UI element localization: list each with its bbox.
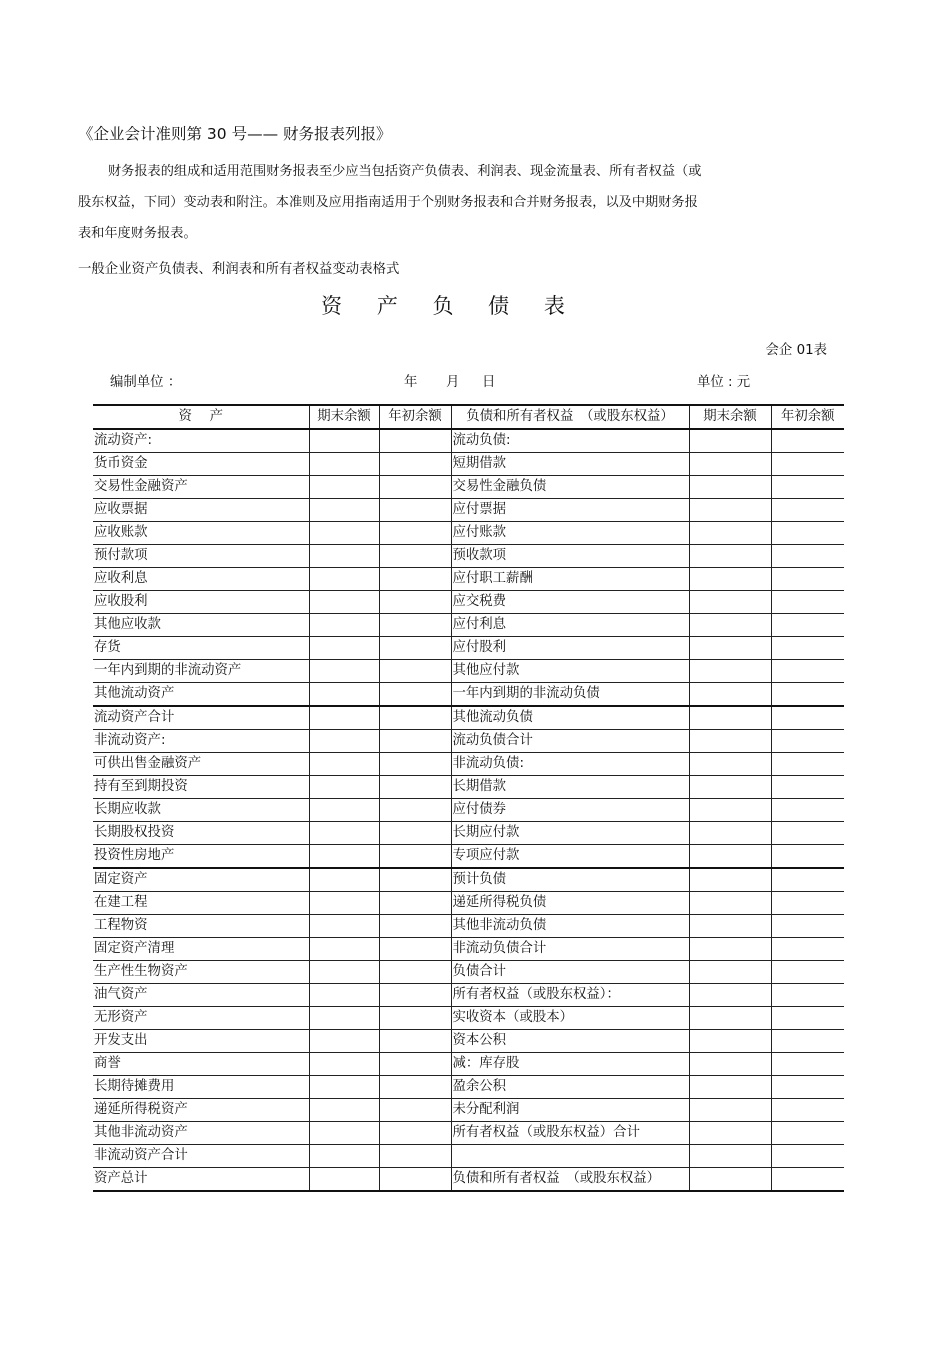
asset-closing-balance-cell	[309, 730, 379, 753]
asset-opening-balance-cell	[379, 868, 451, 892]
form-number: 会企 01表	[765, 343, 827, 358]
asset-closing-balance-cell	[309, 522, 379, 545]
asset-item-label: 其他非流动资产	[93, 1122, 309, 1145]
liability-closing-balance-cell	[689, 1168, 771, 1192]
table-row	[93, 453, 844, 476]
liability-closing-balance-cell	[689, 799, 771, 822]
asset-item-label: 固定资产	[93, 868, 309, 892]
liability-closing-balance-cell	[689, 1053, 771, 1076]
asset-closing-balance-cell	[309, 938, 379, 961]
liability-closing-balance-cell	[689, 868, 771, 892]
asset-item-label: 应收利息	[93, 568, 309, 591]
asset-closing-balance-cell	[309, 892, 379, 915]
asset-item-label: 应收票据	[93, 499, 309, 522]
liability-item-label: 盈余公积	[451, 1076, 689, 1099]
liability-opening-balance-cell	[771, 453, 844, 476]
liability-item-label: 流动负债:	[451, 429, 689, 453]
asset-opening-balance-cell	[379, 499, 451, 522]
liability-item-label: 其他非流动负债	[451, 915, 689, 938]
liability-closing-balance-cell	[689, 1076, 771, 1099]
asset-opening-balance-cell	[379, 961, 451, 984]
statement-title: 资 产 负 债 表	[321, 294, 579, 318]
asset-item-label: 长期股权投资	[93, 822, 309, 845]
asset-closing-balance-cell	[309, 683, 379, 707]
asset-opening-balance-cell	[379, 476, 451, 499]
asset-closing-balance-cell	[309, 1030, 379, 1053]
asset-opening-balance-cell	[379, 660, 451, 683]
asset-opening-balance-cell	[379, 753, 451, 776]
asset-closing-balance-cell	[309, 822, 379, 845]
asset-item-label: 长期应收款	[93, 799, 309, 822]
liability-closing-balance-cell	[689, 892, 771, 915]
asset-closing-balance-cell	[309, 776, 379, 799]
intro-paragraph	[78, 156, 793, 249]
table-row	[93, 637, 844, 660]
liability-closing-balance-cell	[689, 776, 771, 799]
asset-item-label: 其他流动资产	[93, 683, 309, 707]
asset-item-label: 无形资产	[93, 1007, 309, 1030]
asset-opening-balance-cell	[379, 429, 451, 453]
asset-closing-balance-cell	[309, 429, 379, 453]
liability-item-label: 应付职工薪酬	[451, 568, 689, 591]
table-row	[93, 660, 844, 683]
table-row	[93, 1099, 844, 1122]
table-row	[93, 476, 844, 499]
liability-opening-balance-cell	[771, 1076, 844, 1099]
asset-item-label: 递延所得税资产	[93, 1099, 309, 1122]
liability-item-label: 负债合计	[451, 961, 689, 984]
asset-opening-balance-cell	[379, 730, 451, 753]
liability-opening-balance-cell	[771, 1007, 844, 1030]
preparer-label: 编制单位 ：	[110, 375, 182, 390]
liability-opening-balance-cell	[771, 568, 844, 591]
asset-opening-balance-cell	[379, 545, 451, 568]
document-heading: 《企业会计准则第 30 号—— 财务报表列报》	[78, 125, 392, 143]
liability-item-label: 长期应付款	[451, 822, 689, 845]
asset-opening-balance-cell	[379, 1145, 451, 1168]
asset-opening-balance-cell	[379, 522, 451, 545]
liability-opening-balance-cell	[771, 1053, 844, 1076]
asset-opening-balance-cell	[379, 1122, 451, 1145]
liability-opening-balance-cell	[771, 845, 844, 869]
liability-opening-balance-cell	[771, 614, 844, 637]
liability-opening-balance-cell	[771, 1122, 844, 1145]
liability-opening-balance-cell	[771, 961, 844, 984]
liability-item-label: 非流动负债:	[451, 753, 689, 776]
liability-opening-balance-cell	[771, 799, 844, 822]
asset-item-label: 非流动资产:	[93, 730, 309, 753]
liability-closing-balance-cell	[689, 753, 771, 776]
asset-opening-balance-cell	[379, 1030, 451, 1053]
table-row	[93, 522, 844, 545]
liability-item-label: 减：库存股	[451, 1053, 689, 1076]
liability-closing-balance-cell	[689, 1099, 771, 1122]
liability-closing-balance-cell	[689, 499, 771, 522]
header-assets: 资 产	[93, 405, 309, 429]
intro-line-3: 表和年度财务报表。	[78, 226, 197, 241]
asset-item-label: 长期待摊费用	[93, 1076, 309, 1099]
asset-opening-balance-cell	[379, 453, 451, 476]
table-row	[93, 984, 844, 1007]
asset-item-label: 生产性生物资产	[93, 961, 309, 984]
liability-closing-balance-cell	[689, 938, 771, 961]
asset-opening-balance-cell	[379, 984, 451, 1007]
liability-opening-balance-cell	[771, 499, 844, 522]
liability-opening-balance-cell	[771, 822, 844, 845]
table-row	[93, 1145, 844, 1168]
asset-closing-balance-cell	[309, 1099, 379, 1122]
asset-item-label: 资产总计	[93, 1168, 309, 1192]
asset-closing-balance-cell	[309, 961, 379, 984]
asset-closing-balance-cell	[309, 499, 379, 522]
table-row	[93, 545, 844, 568]
asset-item-label: 投资性房地产	[93, 845, 309, 869]
table-row	[93, 499, 844, 522]
liability-opening-balance-cell	[771, 1099, 844, 1122]
asset-opening-balance-cell	[379, 892, 451, 915]
liability-item-label: 资本公积	[451, 1030, 689, 1053]
asset-item-label: 存货	[93, 637, 309, 660]
asset-item-label: 应收股利	[93, 591, 309, 614]
asset-closing-balance-cell	[309, 1168, 379, 1192]
asset-closing-balance-cell	[309, 984, 379, 1007]
table-row	[93, 1030, 844, 1053]
asset-item-label: 固定资产清理	[93, 938, 309, 961]
section-subheading: 一般企业资产负债表、利润表和所有者权益变动表格式	[78, 262, 400, 277]
table-row	[93, 1168, 844, 1192]
liability-item-label: 负债和所有者权益 （或股东权益）	[451, 1168, 689, 1192]
liability-item-label: 预计负债	[451, 868, 689, 892]
asset-opening-balance-cell	[379, 1053, 451, 1076]
table-row	[93, 1076, 844, 1099]
asset-item-label: 商誉	[93, 1053, 309, 1076]
liability-closing-balance-cell	[689, 429, 771, 453]
asset-closing-balance-cell	[309, 753, 379, 776]
liability-closing-balance-cell	[689, 1122, 771, 1145]
table-header-row	[93, 405, 844, 429]
asset-item-label: 应收账款	[93, 522, 309, 545]
balance-sheet-table	[93, 404, 844, 1192]
date-day-label: 日	[482, 375, 496, 390]
asset-opening-balance-cell	[379, 776, 451, 799]
asset-closing-balance-cell	[309, 845, 379, 869]
table-row	[93, 568, 844, 591]
liability-closing-balance-cell	[689, 1007, 771, 1030]
asset-opening-balance-cell	[379, 637, 451, 660]
liability-item-label: 预收款项	[451, 545, 689, 568]
liability-closing-balance-cell	[689, 545, 771, 568]
asset-closing-balance-cell	[309, 614, 379, 637]
table-row	[93, 1053, 844, 1076]
asset-opening-balance-cell	[379, 1099, 451, 1122]
liability-item-label: 未分配利润	[451, 1099, 689, 1122]
asset-closing-balance-cell	[309, 915, 379, 938]
liability-item-label: 交易性金融负债	[451, 476, 689, 499]
liability-opening-balance-cell	[771, 429, 844, 453]
liability-opening-balance-cell	[771, 591, 844, 614]
liability-closing-balance-cell	[689, 1030, 771, 1053]
liability-opening-balance-cell	[771, 776, 844, 799]
liability-closing-balance-cell	[689, 961, 771, 984]
asset-opening-balance-cell	[379, 938, 451, 961]
table-row	[93, 938, 844, 961]
table-row	[93, 961, 844, 984]
liability-item-label: 一年内到期的非流动负债	[451, 683, 689, 707]
table-row	[93, 845, 844, 869]
liability-closing-balance-cell	[689, 453, 771, 476]
table-row	[93, 822, 844, 845]
asset-opening-balance-cell	[379, 1168, 451, 1192]
asset-closing-balance-cell	[309, 453, 379, 476]
liability-opening-balance-cell	[771, 1145, 844, 1168]
asset-item-label: 其他应收款	[93, 614, 309, 637]
asset-opening-balance-cell	[379, 915, 451, 938]
asset-item-label: 非流动资产合计	[93, 1145, 309, 1168]
liability-opening-balance-cell	[771, 938, 844, 961]
table-row	[93, 591, 844, 614]
header-assets-opening-balance: 年初余额	[379, 405, 451, 429]
table-row	[93, 799, 844, 822]
table-row	[93, 776, 844, 799]
asset-item-label: 预付款项	[93, 545, 309, 568]
asset-opening-balance-cell	[379, 683, 451, 707]
asset-item-label: 货币资金	[93, 453, 309, 476]
liability-opening-balance-cell	[771, 683, 844, 707]
asset-item-label: 交易性金融资产	[93, 476, 309, 499]
asset-item-label: 在建工程	[93, 892, 309, 915]
date-month-label: 月	[446, 375, 460, 390]
liability-closing-balance-cell	[689, 476, 771, 499]
asset-item-label: 工程物资	[93, 915, 309, 938]
liability-item-label: 其他应付款	[451, 660, 689, 683]
asset-opening-balance-cell	[379, 614, 451, 637]
liability-opening-balance-cell	[771, 522, 844, 545]
liability-item-label: 非流动负债合计	[451, 938, 689, 961]
liability-opening-balance-cell	[771, 637, 844, 660]
asset-opening-balance-cell	[379, 845, 451, 869]
liability-item-label: 应付债券	[451, 799, 689, 822]
asset-closing-balance-cell	[309, 591, 379, 614]
asset-closing-balance-cell	[309, 1122, 379, 1145]
header-assets-closing-balance: 期末余额	[309, 405, 379, 429]
header-liabilities-closing-balance: 期末余额	[689, 405, 771, 429]
header-liabilities-equity: 负债和所有者权益 （或股东权益）	[451, 405, 689, 429]
liability-item-label: 流动负债合计	[451, 730, 689, 753]
asset-closing-balance-cell	[309, 545, 379, 568]
liability-closing-balance-cell	[689, 984, 771, 1007]
asset-closing-balance-cell	[309, 799, 379, 822]
intro-line-1: 财务报表的组成和适用范围财务报表至少应当包括资产负债表、利润表、现金流量表、所有者权益（或	[108, 164, 702, 179]
asset-opening-balance-cell	[379, 1076, 451, 1099]
asset-closing-balance-cell	[309, 1076, 379, 1099]
asset-item-label: 一年内到期的非流动资产	[93, 660, 309, 683]
liability-item-label: 所有者权益（或股东权益）合计	[451, 1122, 689, 1145]
table-row	[93, 706, 844, 730]
liability-opening-balance-cell	[771, 868, 844, 892]
asset-opening-balance-cell	[379, 1007, 451, 1030]
liability-item-label: 短期借款	[451, 453, 689, 476]
liability-opening-balance-cell	[771, 753, 844, 776]
liability-item-label: 其他流动负债	[451, 706, 689, 730]
liability-opening-balance-cell	[771, 984, 844, 1007]
asset-item-label: 流动资产:	[93, 429, 309, 453]
liability-closing-balance-cell	[689, 822, 771, 845]
liability-closing-balance-cell	[689, 730, 771, 753]
liability-item-label: 递延所得税负债	[451, 892, 689, 915]
liability-closing-balance-cell	[689, 522, 771, 545]
liability-opening-balance-cell	[771, 660, 844, 683]
asset-closing-balance-cell	[309, 637, 379, 660]
liability-item-label: 专项应付款	[451, 845, 689, 869]
liability-item-label: 应付股利	[451, 637, 689, 660]
table-row	[93, 1007, 844, 1030]
liability-opening-balance-cell	[771, 545, 844, 568]
liability-item-label: 实收资本（或股本）	[451, 1007, 689, 1030]
liability-closing-balance-cell	[689, 1145, 771, 1168]
liability-opening-balance-cell	[771, 476, 844, 499]
liability-opening-balance-cell	[771, 706, 844, 730]
asset-closing-balance-cell	[309, 568, 379, 591]
asset-closing-balance-cell	[309, 476, 379, 499]
liability-opening-balance-cell	[771, 915, 844, 938]
asset-item-label: 持有至到期投资	[93, 776, 309, 799]
asset-closing-balance-cell	[309, 1145, 379, 1168]
asset-opening-balance-cell	[379, 568, 451, 591]
date-year-label: 年	[404, 375, 418, 390]
header-liabilities-opening-balance: 年初余额	[771, 405, 844, 429]
asset-closing-balance-cell	[309, 1007, 379, 1030]
liability-item-label: 应付票据	[451, 499, 689, 522]
table-row	[93, 1122, 844, 1145]
liability-opening-balance-cell	[771, 1168, 844, 1192]
asset-opening-balance-cell	[379, 799, 451, 822]
liability-item-label	[451, 1145, 689, 1168]
table-row	[93, 868, 844, 892]
liability-opening-balance-cell	[771, 892, 844, 915]
table-row	[93, 892, 844, 915]
asset-closing-balance-cell	[309, 1053, 379, 1076]
liability-closing-balance-cell	[689, 660, 771, 683]
liability-closing-balance-cell	[689, 614, 771, 637]
asset-item-label: 油气资产	[93, 984, 309, 1007]
currency-unit-label: 单位 : 元	[697, 375, 751, 390]
intro-line-2: 股东权益，下同）变动表和附注。本准则及应用指南适用于个别财务报表和合并财务报表，以及中期财务报	[78, 195, 698, 210]
table-row	[93, 429, 844, 453]
asset-item-label: 可供出售金融资产	[93, 753, 309, 776]
table-row	[93, 614, 844, 637]
asset-opening-balance-cell	[379, 822, 451, 845]
liability-closing-balance-cell	[689, 568, 771, 591]
liability-opening-balance-cell	[771, 1030, 844, 1053]
liability-closing-balance-cell	[689, 706, 771, 730]
table-row	[93, 683, 844, 707]
liability-item-label: 应付利息	[451, 614, 689, 637]
asset-closing-balance-cell	[309, 868, 379, 892]
asset-item-label: 流动资产合计	[93, 706, 309, 730]
asset-opening-balance-cell	[379, 591, 451, 614]
liability-closing-balance-cell	[689, 845, 771, 869]
asset-closing-balance-cell	[309, 706, 379, 730]
asset-item-label: 开发支出	[93, 1030, 309, 1053]
liability-opening-balance-cell	[771, 730, 844, 753]
liability-closing-balance-cell	[689, 591, 771, 614]
table-row	[93, 915, 844, 938]
liability-item-label: 应付账款	[451, 522, 689, 545]
liability-closing-balance-cell	[689, 915, 771, 938]
liability-item-label: 所有者权益（或股东权益）：	[451, 984, 689, 1007]
table-row	[93, 730, 844, 753]
liability-item-label: 长期借款	[451, 776, 689, 799]
liability-closing-balance-cell	[689, 637, 771, 660]
liability-item-label: 应交税费	[451, 591, 689, 614]
asset-opening-balance-cell	[379, 706, 451, 730]
asset-closing-balance-cell	[309, 660, 379, 683]
liability-closing-balance-cell	[689, 683, 771, 707]
table-row	[93, 753, 844, 776]
